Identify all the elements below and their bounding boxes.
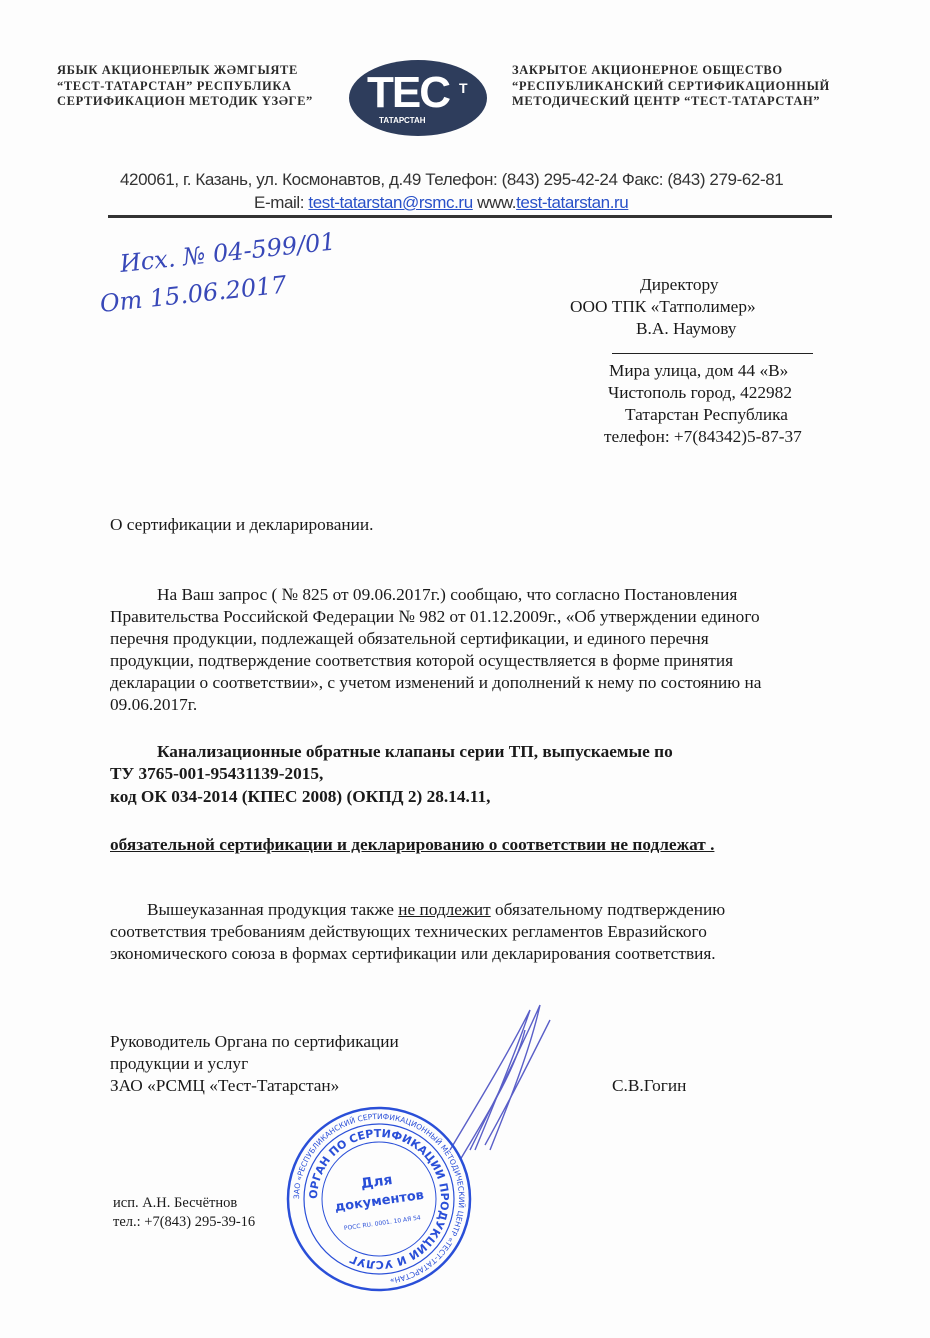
signatory-position: ЗАО «РСМЦ «Тест-Татарстан» bbox=[110, 1076, 340, 1095]
letterhead-left bbox=[57, 63, 313, 110]
paragraph1-line: перечня продукции, подлежащей обязательной сертификации, и единого перечня bbox=[110, 629, 709, 648]
paragraph1-line: На Ваш запрос ( № 825 от 09.06.2017г.) сообщаю, что согласно Постановления bbox=[157, 585, 738, 604]
executor-phone: тел.: +7(843) 295-39-16 bbox=[113, 1214, 256, 1230]
stamp-reg-number: РОСС RU. 0001. 10 АЯ 54 bbox=[343, 1214, 422, 1233]
letter-subject: О сертификации и декларировании. bbox=[110, 515, 374, 534]
recipient-street: Мира улица, дом 44 «В» bbox=[609, 361, 789, 380]
conclusion: обязательной сертификации и декларированию о соответствии не подлежат . bbox=[110, 835, 715, 854]
paragraph1-line: декларации о соответствии», с учетом изменений и дополнений к нему по состоянию на bbox=[110, 673, 762, 692]
paragraph2-underlined: не подлежит bbox=[398, 900, 491, 919]
recipient-name: В.А. Наумову bbox=[636, 319, 737, 338]
paragraph1-line: 09.06.2017г. bbox=[110, 695, 198, 714]
recipient-divider bbox=[612, 353, 813, 354]
letterhead-right bbox=[512, 63, 830, 110]
paragraph1-line: продукции, подтверждение соответствия которой осуществляется в форме принятия bbox=[110, 651, 734, 670]
stamp-center-line1: Для bbox=[359, 1172, 394, 1193]
email-label: E-mail: bbox=[254, 193, 309, 212]
letterhead-right-line: МЕТОДИЧЕСКИЙ ЦЕНТР “ТЕСТ-ТАТАРСТАН” bbox=[512, 94, 821, 108]
logo-text: ТЕС bbox=[367, 68, 449, 117]
letterhead-right-line: ЗАКРЫТОЕ АКЦИОНЕРНОЕ ОБЩЕСТВО bbox=[512, 63, 783, 77]
paragraph2-line: соответствия требованиям действующих технических регламентов Евразийского bbox=[110, 922, 707, 941]
organization-stamp bbox=[284, 1104, 474, 1294]
executor-name: исп. А.Н. Бесчётнов bbox=[113, 1195, 238, 1211]
letterhead-left-line: “ТЕСТ-ТАТАРСТАН” РЕСПУБЛИКА bbox=[57, 78, 292, 93]
product-line: Канализационные обратные клапаны серии ТП, выпускаемые по bbox=[157, 742, 673, 761]
email-link[interactable]: test-tatarstan@rsmc.ru bbox=[308, 193, 473, 212]
handwritten-outgoing-number: Исх. № 04-599/01 bbox=[118, 227, 337, 278]
logo-small-text: Т bbox=[459, 80, 468, 96]
signatory-position: продукции и услуг bbox=[110, 1054, 249, 1073]
recipient-city: Чистополь город, 422982 bbox=[608, 383, 792, 402]
paragraph2-text: обязательному подтверждению bbox=[490, 900, 726, 919]
paragraph2-text: Вышеуказанная продукция также bbox=[147, 900, 399, 919]
stamp-outer-text: ЗАО «РЕСПУБЛИКАНСКИЙ СЕРТИФИКАЦИОННЫЙ МЕТОДИЧЕСКИЙ ЦЕНТР «ТЕСТ-ТАТАРСТАН» bbox=[291, 1111, 467, 1286]
company-logo bbox=[349, 60, 487, 136]
recipient-title: Директору bbox=[640, 275, 719, 294]
logo-subtitle: ТАТАРСТАН bbox=[379, 116, 426, 125]
paragraph1-line: Правительства Российской Федерации № 982 от 01.12.2009г., «Об утверждении единого bbox=[110, 607, 760, 626]
stamp-inner-text: ОРГАН ПО СЕРТИФИКАЦИИ ПРОДУКЦИИ И УСЛУГ bbox=[306, 1126, 452, 1272]
recipient-company: ООО ТПК «Татполимер» bbox=[570, 297, 756, 316]
stamp-center-line2: документов bbox=[333, 1187, 425, 1216]
company-address: 420061, г. Казань, ул. Космонавтов, д.49 Телефон: (843) 295-42-24 Факс: (843) 279-62-81 bbox=[120, 170, 784, 189]
paragraph2-line: экономического союза в формах сертификации или декларирования соответствия. bbox=[110, 944, 716, 963]
paragraph2-line bbox=[147, 899, 725, 921]
letterhead-right-line: “РЕСПУБЛИКАНСКИЙ СЕРТИФИКАЦИОННЫЙ bbox=[512, 78, 830, 93]
recipient-region: Татарстан Республика bbox=[625, 405, 788, 424]
header-divider bbox=[108, 215, 832, 218]
contact-line bbox=[254, 193, 628, 213]
recipient-phone: телефон: +7(84342)5-87-37 bbox=[604, 427, 802, 446]
website-link[interactable]: test-tatarstan.ru bbox=[516, 193, 629, 212]
handwritten-date: От 15.06.2017 bbox=[98, 270, 288, 318]
signatory-name: С.В.Гогин bbox=[612, 1076, 687, 1095]
letterhead-left-line: СЕРТИФИКАЦИОН МЕТОДИК ҮЗӘГЕ” bbox=[57, 94, 313, 108]
www-prefix: www. bbox=[472, 193, 517, 212]
signatory-position: Руководитель Органа по сертификации bbox=[110, 1032, 399, 1051]
product-line: ТУ 3765-001-95431139-2015, bbox=[110, 764, 324, 783]
product-line: код ОК 034-2014 (КПЕС 2008) (ОКПД 2) 28.14.11, bbox=[110, 787, 491, 806]
letterhead-left-line: ЯБЫК АКЦИОНЕРЛЫК ЖӘМГЫЯТЕ bbox=[57, 63, 298, 77]
